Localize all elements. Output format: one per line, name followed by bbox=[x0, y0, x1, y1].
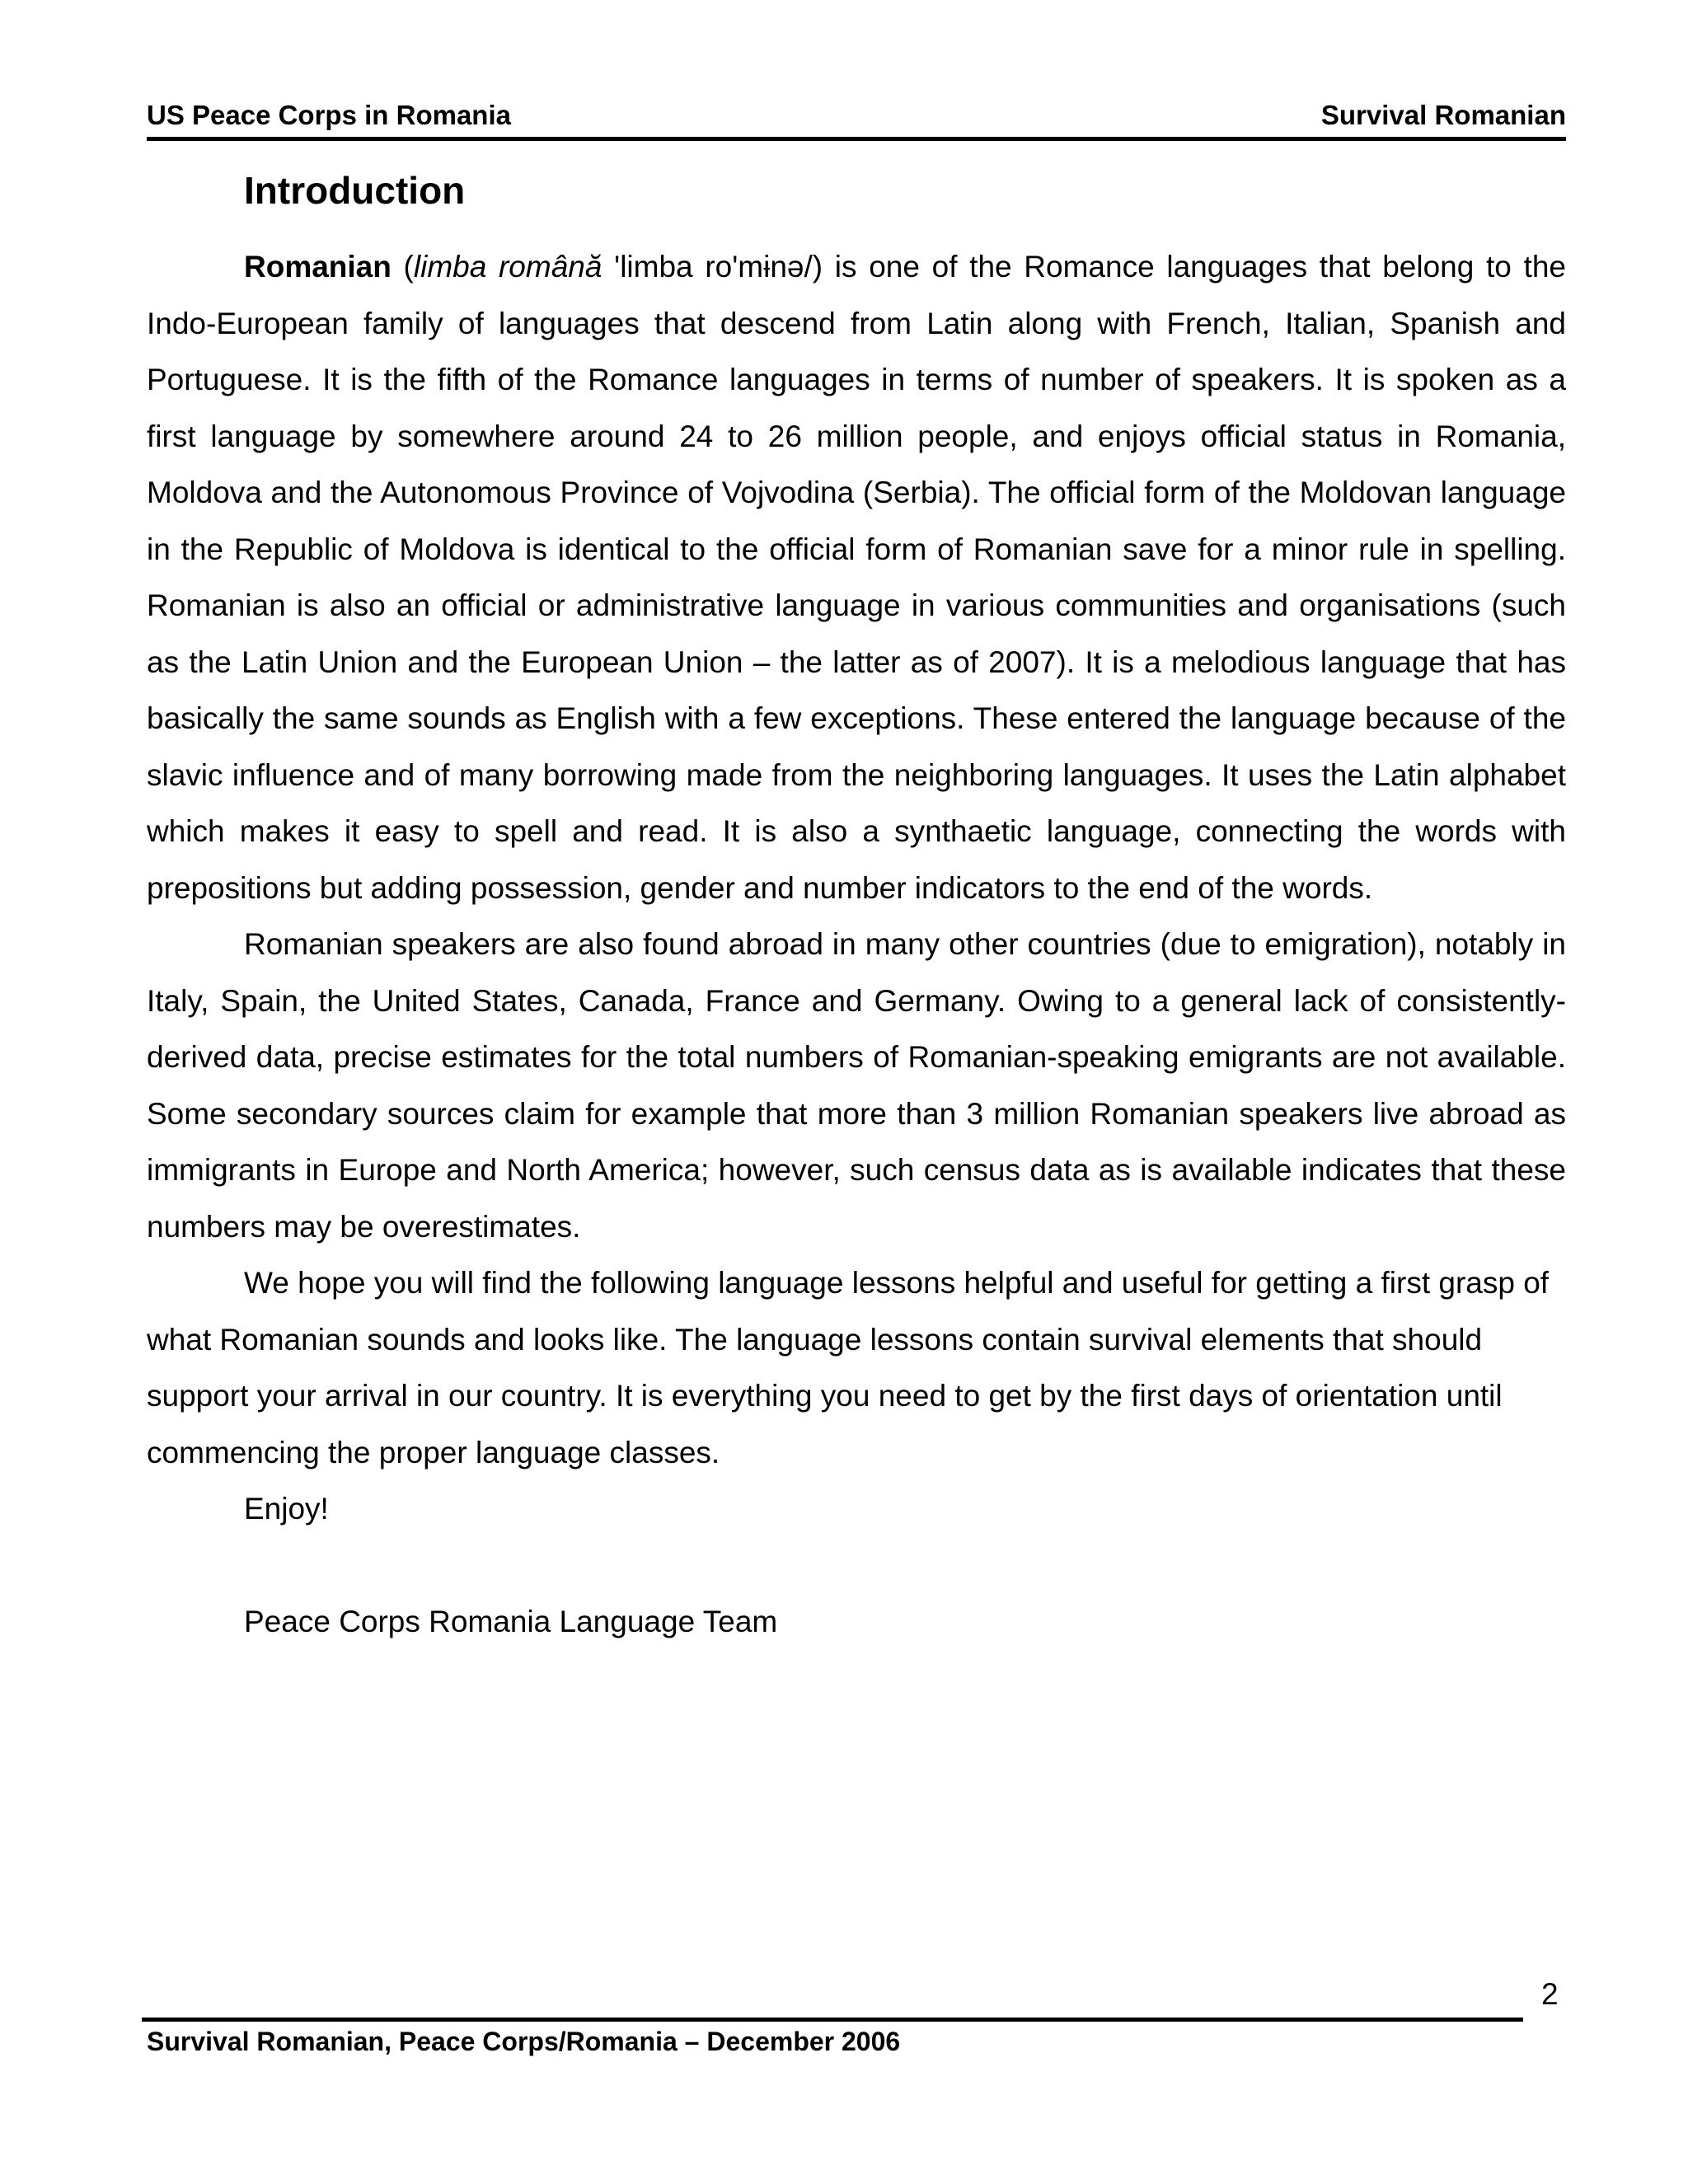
footer-rule bbox=[142, 2018, 1523, 2022]
footer-text: Survival Romanian, Peace Corps/Romania – December 2006 bbox=[147, 2027, 901, 2056]
section-title: Introduction bbox=[244, 169, 466, 212]
emigration-paragraph: Romanian speakers are also found abroad in many other countries (due to emigration), notably in Italy, Spain, the United States, Canada, France and Germany. Owing to a general lack of consistently-derived data, precise estimates for the total numbers of Romanian-speaking emigrants are not available. Some secondary sources claim for example that more than 3 million Romanian speakers live abroad as immigrants in Europe and North America; however, such census data as is available indicates that these numbers may be overestimates. bbox=[147, 927, 1566, 1244]
intro-text: 'limba ro'mɨnə/) is one of the Romance languages that belong to the Indo-European family of languages that descend from Latin along with French, Italian, Spanish and Portuguese. It is the fifth of the Romance languages in terms of number of speakers. It is spoken as a first language by somewhere around 24 to 26 million people, and enjoys official status in Romania, Moldova and the Autonomous Province of Vojvodina (Serbia). The official form of the Moldovan language in the Republic of Moldova is identical to the official form of Romanian save for a minor rule in spelling. Romanian is also an official or administrative language in various communities and organisations (such as the Latin Union and the European Union – the latter as of 2007). It is a melodious language that has basically the same sounds as English with a few exceptions. These entered the language because of the slavic influence and of many borrowing made from the neighboring languages. It uses the Latin alphabet which makes it easy to spell and read. It is also a synthaetic language, connecting the words with prepositions but adding possession, gender and number indicators to the end of the words. bbox=[147, 250, 1566, 905]
header-organization: US Peace Corps in Romania bbox=[147, 100, 511, 130]
header-document-title: Survival Romanian bbox=[1320, 100, 1566, 130]
intro-open-paren: ( bbox=[391, 250, 414, 284]
signature-line: Peace Corps Romania Language Team bbox=[244, 1604, 778, 1638]
intro-term: Romanian bbox=[244, 250, 392, 284]
intro-paragraph bbox=[147, 239, 1566, 916]
intro-native-name: limba română bbox=[413, 250, 603, 284]
page-number: 2 bbox=[1541, 1977, 1559, 2011]
closing-line: Enjoy! bbox=[244, 1492, 329, 1526]
page-header bbox=[147, 96, 1566, 141]
lessons-paragraph: We hope you will find the following language lessons helpful and useful for getting a first grasp of what Romanian sounds and looks like. The language lessons contain survival elements that should support your arrival in our country. It is everything you need to get by the first days of orientation until commencing the proper language classes. bbox=[147, 1266, 1550, 1469]
main-content bbox=[147, 162, 1566, 1650]
